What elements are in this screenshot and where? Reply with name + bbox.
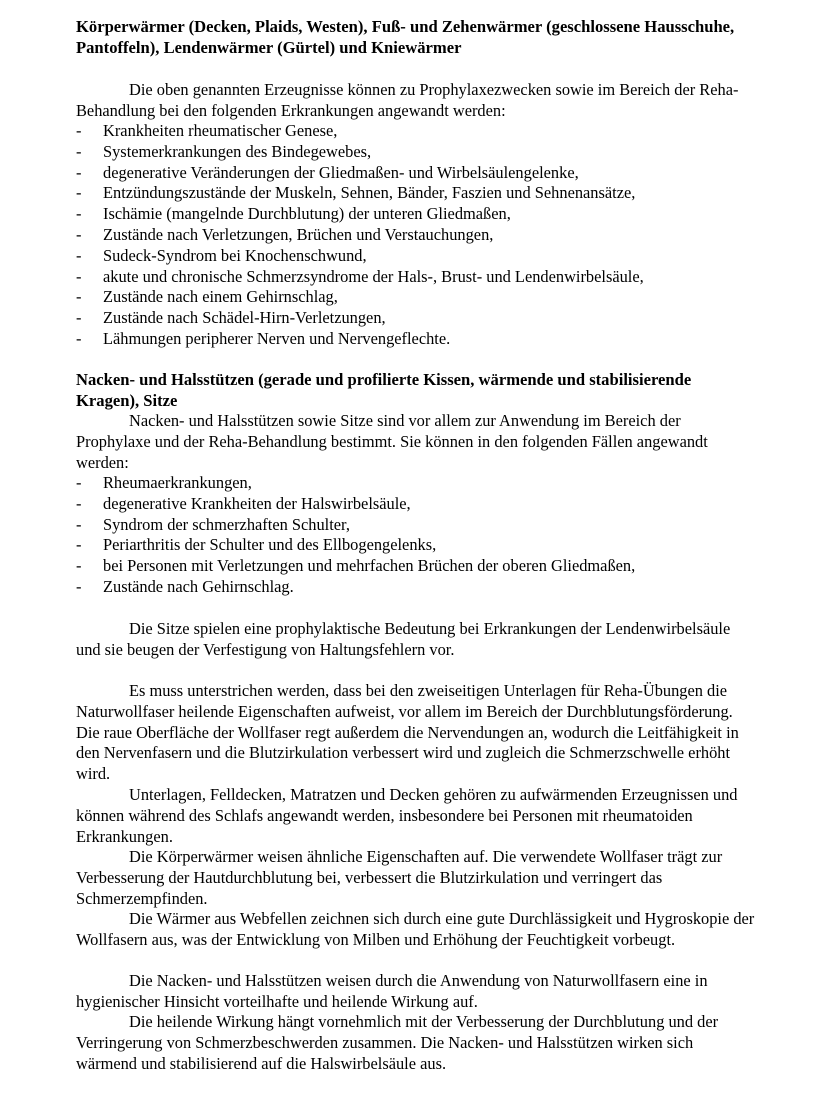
bullet-dash: -	[76, 141, 82, 161]
list-item	[76, 142, 756, 163]
section2-list	[76, 473, 756, 598]
closing-paragraph-4: Die Wärmer aus Webfellen zeichnen sich durch eine gute Durchlässigkeit und Hygroskopie der Wollfasern aus, was der Entwicklung von Milben und Erhöhung der Feuchtigkeit vorbeugt.	[76, 909, 755, 949]
list-item-text: degenerative Krankheiten der Halswirbelsäule,	[103, 493, 411, 513]
list-item	[76, 121, 756, 142]
list-item	[76, 577, 756, 598]
section2-intro: Nacken- und Halsstützen sowie Sitze sind vor allem zur Anwendung im Bereich der Prophylaxe und der Reha-Behandlung bestimmt. Sie können in den folgenden Fällen angewandt werden:	[76, 411, 708, 472]
list-item	[76, 515, 756, 536]
list-item	[76, 535, 756, 556]
list-item-text: Entzündungszustände der Muskeln, Sehnen, Bänder, Faszien und Sehnenansätze,	[103, 183, 636, 203]
bullet-dash: -	[76, 266, 82, 286]
list-item	[76, 246, 756, 267]
bullet-dash: -	[76, 162, 82, 182]
list-item-text: Syndrom der schmerzhaften Schulter,	[103, 514, 350, 534]
list-item-text: degenerative Veränderungen der Gliedmaßen- und Wirbelsäulengelenke,	[103, 162, 579, 182]
section1-heading: Körperwärmer (Decken, Plaids, Westen), Fuß- und Zehenwärmer (geschlossene Hausschuhe, Pantoffeln), Lendenwärmer (Gürtel) und Kniewärmer	[76, 17, 735, 57]
bullet-dash: -	[76, 576, 82, 596]
bullet-dash: -	[76, 287, 82, 307]
bullet-dash: -	[76, 204, 82, 224]
bullet-dash: -	[76, 514, 82, 534]
list-item-text: Zustände nach einem Gehirnschlag,	[103, 287, 338, 307]
sitze-paragraph: Die Sitze spielen eine prophylaktische Bedeutung bei Erkrankungen der Lendenwirbelsäule und sie beugen der Verfestigung von Haltungsfehlern vor.	[76, 619, 731, 659]
list-item-text: bei Personen mit Verletzungen und mehrfachen Brüchen der oberen Gliedmaßen,	[103, 556, 636, 576]
list-item-text: Zustände nach Schädel-Hirn-Verletzungen,	[103, 308, 386, 328]
section1-list	[76, 121, 756, 350]
bullet-dash: -	[76, 121, 82, 140]
list-item	[76, 163, 756, 184]
bullet-dash: -	[76, 328, 82, 348]
list-item-text: Lähmungen peripherer Nerven und Nervengeflechte.	[103, 328, 451, 348]
list-item	[76, 287, 756, 308]
list-item-text: Systemerkrankungen des Bindegewebes,	[103, 141, 372, 161]
list-item	[76, 329, 756, 350]
list-item	[76, 473, 756, 494]
list-item-text: Sudeck-Syndrom bei Knochenschwund,	[103, 245, 367, 265]
bullet-dash: -	[76, 308, 82, 328]
list-item-text: Zustände nach Gehirnschlag.	[103, 576, 294, 596]
list-item-text: Krankheiten rheumatischer Genese,	[103, 121, 338, 140]
bullet-dash: -	[76, 473, 82, 492]
section1-intro: Die oben genannten Erzeugnisse können zu Prophylaxezwecken sowie im Bereich der Reha-Behandlung bei den folgenden Erkrankungen angewandt werden:	[76, 80, 739, 120]
bullet-dash: -	[76, 556, 82, 576]
closing-paragraph-1: Es muss unterstrichen werden, dass bei den zweiseitigen Unterlagen für Reha-Übungen die Naturwollfaser heilende Eigenschaften aufweist, vor allem im Bereich der Durchblutungsförderung. Die raue Oberfläche der Wollfaser regt außerdem die Nervendungen an, wodurch die Leitfähigkeit in den Nervenfasern und die Blutzirkulation verbessert wird und zugleich die Schmerzschwelle erhöht wird.	[76, 681, 739, 784]
list-item	[76, 225, 756, 246]
bullet-dash: -	[76, 535, 82, 555]
closing-paragraph-5: Die Nacken- und Halsstützen weisen durch die Anwendung von Naturwollfasern eine in hygienischer Hinsicht vorteilhafte und heilende Wirkung auf.	[76, 971, 708, 1011]
list-item-text: akute und chronische Schmerzsyndrome der Hals-, Brust- und Lendenwirbelsäule,	[103, 266, 644, 286]
list-item	[76, 183, 756, 204]
list-item-text: Ischämie (mangelnde Durchblutung) der unteren Gliedmaßen,	[103, 204, 511, 224]
list-item-text: Zustände nach Verletzungen, Brüchen und Verstauchungen,	[103, 224, 494, 244]
closing-paragraph-6: Die heilende Wirkung hängt vornehmlich mit der Verbesserung der Durchblutung und der Verringerung von Schmerzbeschwerden zusammen. Die Nacken- und Halsstützen wirken sich wärmend und stabilisierend auf die Halswirbelsäule aus.	[76, 1012, 719, 1073]
list-item	[76, 267, 756, 288]
list-item	[76, 204, 756, 225]
list-item-text: Rheumaerkrankungen,	[103, 473, 252, 492]
bullet-dash: -	[76, 493, 82, 513]
list-item	[76, 308, 756, 329]
list-item-text: Periarthritis der Schulter und des Ellbogengelenks,	[103, 535, 437, 555]
list-item	[76, 494, 756, 515]
bullet-dash: -	[76, 224, 82, 244]
closing-paragraph-2: Unterlagen, Felldecken, Matratzen und Decken gehören zu aufwärmenden Erzeugnissen und können während des Schlafs angewandt werden, insbesondere bei Personen mit rheumatoiden Erkrankungen.	[76, 785, 738, 846]
closing-paragraph-3: Die Körperwärmer weisen ähnliche Eigenschaften auf. Die verwendete Wollfaser trägt zur Verbesserung der Hautdurchblutung bei, verbessert die Blutzirkulation und verringert das Schmerzempfinden.	[76, 847, 723, 908]
section2-heading: Nacken- und Halsstützen (gerade und profilierte Kissen, wärmende und stabilisierende Kragen), Sitze	[76, 370, 692, 410]
bullet-dash: -	[76, 183, 82, 203]
bullet-dash: -	[76, 245, 82, 265]
list-item	[76, 556, 756, 577]
